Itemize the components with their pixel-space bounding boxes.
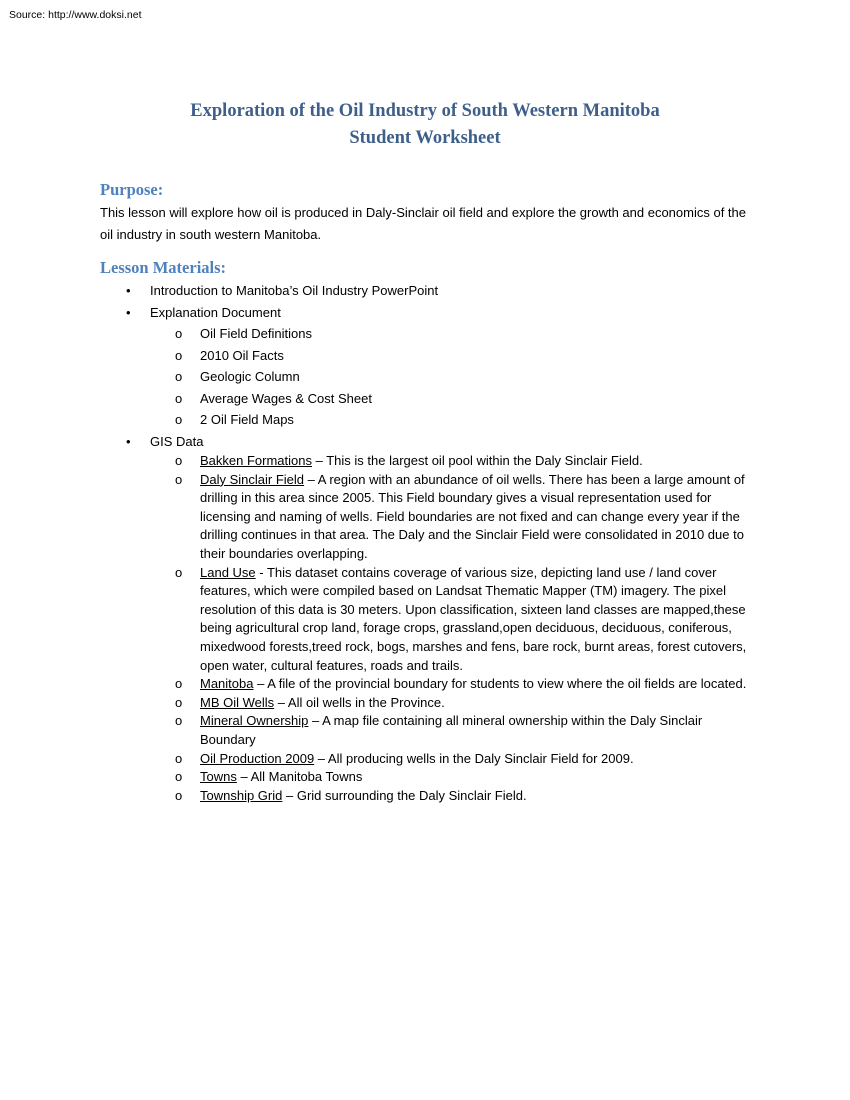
circle-bullet-icon: o bbox=[175, 713, 183, 729]
gis-desc: – Grid surrounding the Daly Sinclair Field. bbox=[282, 787, 527, 803]
bullet-icon: • bbox=[126, 433, 131, 449]
gis-term: MB Oil Wells bbox=[200, 694, 275, 710]
sublist-item: o Geologic Column bbox=[150, 366, 750, 388]
gis-term: Manitoba bbox=[200, 676, 254, 692]
gis-desc: – This is the largest oil pool within the Daly Sinclair Field. bbox=[312, 453, 643, 468]
circle-bullet-icon: o bbox=[175, 453, 183, 468]
circle-bullet-icon: o bbox=[175, 787, 183, 803]
gis-desc: – A file of the provincial boundary for students to view where the oil fields are located. bbox=[253, 676, 747, 692]
gis-term: Township Grid bbox=[200, 787, 283, 803]
document-title bbox=[100, 98, 750, 152]
circle-bullet-icon: o bbox=[175, 347, 183, 363]
materials-heading: Lesson Materials: bbox=[100, 258, 227, 277]
materials-list bbox=[100, 280, 750, 805]
gis-term: Land Use bbox=[200, 564, 256, 580]
worksheet-page bbox=[100, 98, 750, 805]
title-line-2: Student Worksheet bbox=[349, 128, 501, 148]
gis-desc: – All producing wells in the Daly Sinclair Field for 2009. bbox=[314, 750, 634, 766]
circle-bullet-icon: o bbox=[175, 676, 183, 692]
gis-desc: - This dataset contains coverage of various size, depicting land use / land cover features, which were compiled based on Landsat Thematic Mapper (TM) imagery. The pixel resolution of this data is 30 meters. Upon classification, sixteen land classes are mapped,these being agricultural crop land, forage crops, grassland,open deciduous, deciduous, coniferous, mixedwood forests,treed rock, bogs, marshes and fens, bare rock, burnt areas, forest cutovers, open water, cultural features, roads and trails. bbox=[200, 564, 747, 673]
circle-bullet-icon: o bbox=[175, 369, 183, 384]
gis-desc: – A region with an abundance of oil wells. There has been a large amount of drilling in this area since 2005. This Field boundary gives a visual representation used for licensing and naming of wells. Field boundaries are not fixed and can change every year if the drilling continues in that area. The Daly and the Sinclair Field were consolidated in 2010 due to their boundaries overlapping. bbox=[200, 471, 745, 561]
gis-item bbox=[150, 768, 750, 787]
gis-data-sublist bbox=[150, 452, 750, 805]
gis-desc: – A map file containing all mineral ownership within the Daly Sinclair Boundary bbox=[200, 713, 703, 747]
list-item: • Explanation Document o Oil Field Definitions o 2010 Oil Facts o Geologic Column o Average Wages & Cost Sheet o 2 Oil Field Maps bbox=[100, 302, 750, 431]
title-line-1: Exploration of the Oil Industry of South Western Manitoba bbox=[190, 101, 660, 121]
gis-item bbox=[150, 564, 750, 676]
gis-term: Bakken Formations bbox=[200, 453, 312, 468]
circle-bullet-icon: o bbox=[175, 326, 183, 341]
gis-desc: – All Manitoba Towns bbox=[236, 769, 363, 785]
circle-bullet-icon: o bbox=[175, 471, 183, 487]
source-note: Source: http://www.doksi.net bbox=[9, 9, 142, 21]
explanation-sublist bbox=[150, 323, 750, 431]
purpose-text: This lesson will explore how oil is produced in Daly-Sinclair oil field and explore the growth and economics of the oil industry in south western Manitoba. bbox=[100, 205, 746, 242]
gis-item bbox=[150, 712, 750, 749]
circle-bullet-icon: o bbox=[175, 412, 183, 427]
gis-item bbox=[150, 694, 750, 713]
circle-bullet-icon: o bbox=[175, 694, 183, 710]
gis-term: Oil Production 2009 bbox=[200, 750, 315, 766]
gis-item bbox=[150, 471, 750, 564]
gis-item bbox=[150, 675, 750, 694]
gis-term: Mineral Ownership bbox=[200, 713, 309, 729]
purpose-heading: Purpose: bbox=[100, 180, 164, 199]
circle-bullet-icon: o bbox=[175, 390, 183, 406]
sublist-item: o Average Wages & Cost Sheet bbox=[150, 388, 750, 410]
bullet-icon: • bbox=[126, 283, 131, 298]
circle-bullet-icon: o bbox=[175, 750, 183, 766]
gis-term: Daly Sinclair Field bbox=[200, 471, 305, 487]
sublist-item: o 2 Oil Field Maps bbox=[150, 409, 750, 431]
sublist-item: o 2010 Oil Facts bbox=[150, 345, 750, 367]
gis-item bbox=[150, 787, 750, 806]
bullet-icon: • bbox=[126, 304, 131, 320]
circle-bullet-icon: o bbox=[175, 769, 183, 785]
gis-item bbox=[150, 452, 750, 471]
gis-item bbox=[150, 750, 750, 769]
circle-bullet-icon: o bbox=[175, 564, 183, 580]
sublist-item: o Oil Field Definitions bbox=[150, 323, 750, 345]
gis-desc: – All oil wells in the Province. bbox=[274, 694, 445, 710]
list-item: • GIS Data o Bakken Formations – This is the largest oil pool within the Daly Sinclair Field. o Daly Sinclair Field – A region with an abundance of oil wells. There has been a large amount of drilling in this area since 2005. This Field boundary gives a visual representation used for licensing and naming of wells. Field boundaries are not fixed and can change every year if the drilling continues in that area. The Daly and the Sinclair Field were consolidated in 2010 due to their boundaries overlapping. o Land Use - This dataset contains coverage of various size, depicting land use / land cover features, which were compiled based on Landsat Thematic Mapper (TM) imagery. The pixel resolution of this data is 30 meters. Upon classification, sixteen land classes are mapped,these being agricultural crop land, forage crops, grassland,open deciduous, deciduous, coniferous, mixedwood forests,treed rock, bogs, marshes and fens, bare rock, burnt areas, forest cutovers, open water, cultural features, roads and trails. o Manitoba – A file of the provincial boundary for students to view where the oil fields are located. o MB Oil Wells – All oil wells in the Province. o Mineral Ownership – A map file containing all mineral ownership within the Daly Sinclair Boundary o Oil Production 2009 – All producing wells in the Daly Sinclair Field for 2009. o Towns – All Manitoba Towns o Township Grid – Grid surrounding the Daly Sinclair Field. bbox=[100, 431, 750, 806]
gis-term: Towns bbox=[200, 769, 237, 785]
list-item: • Introduction to Manitoba’s Oil Industry PowerPoint bbox=[100, 280, 750, 302]
